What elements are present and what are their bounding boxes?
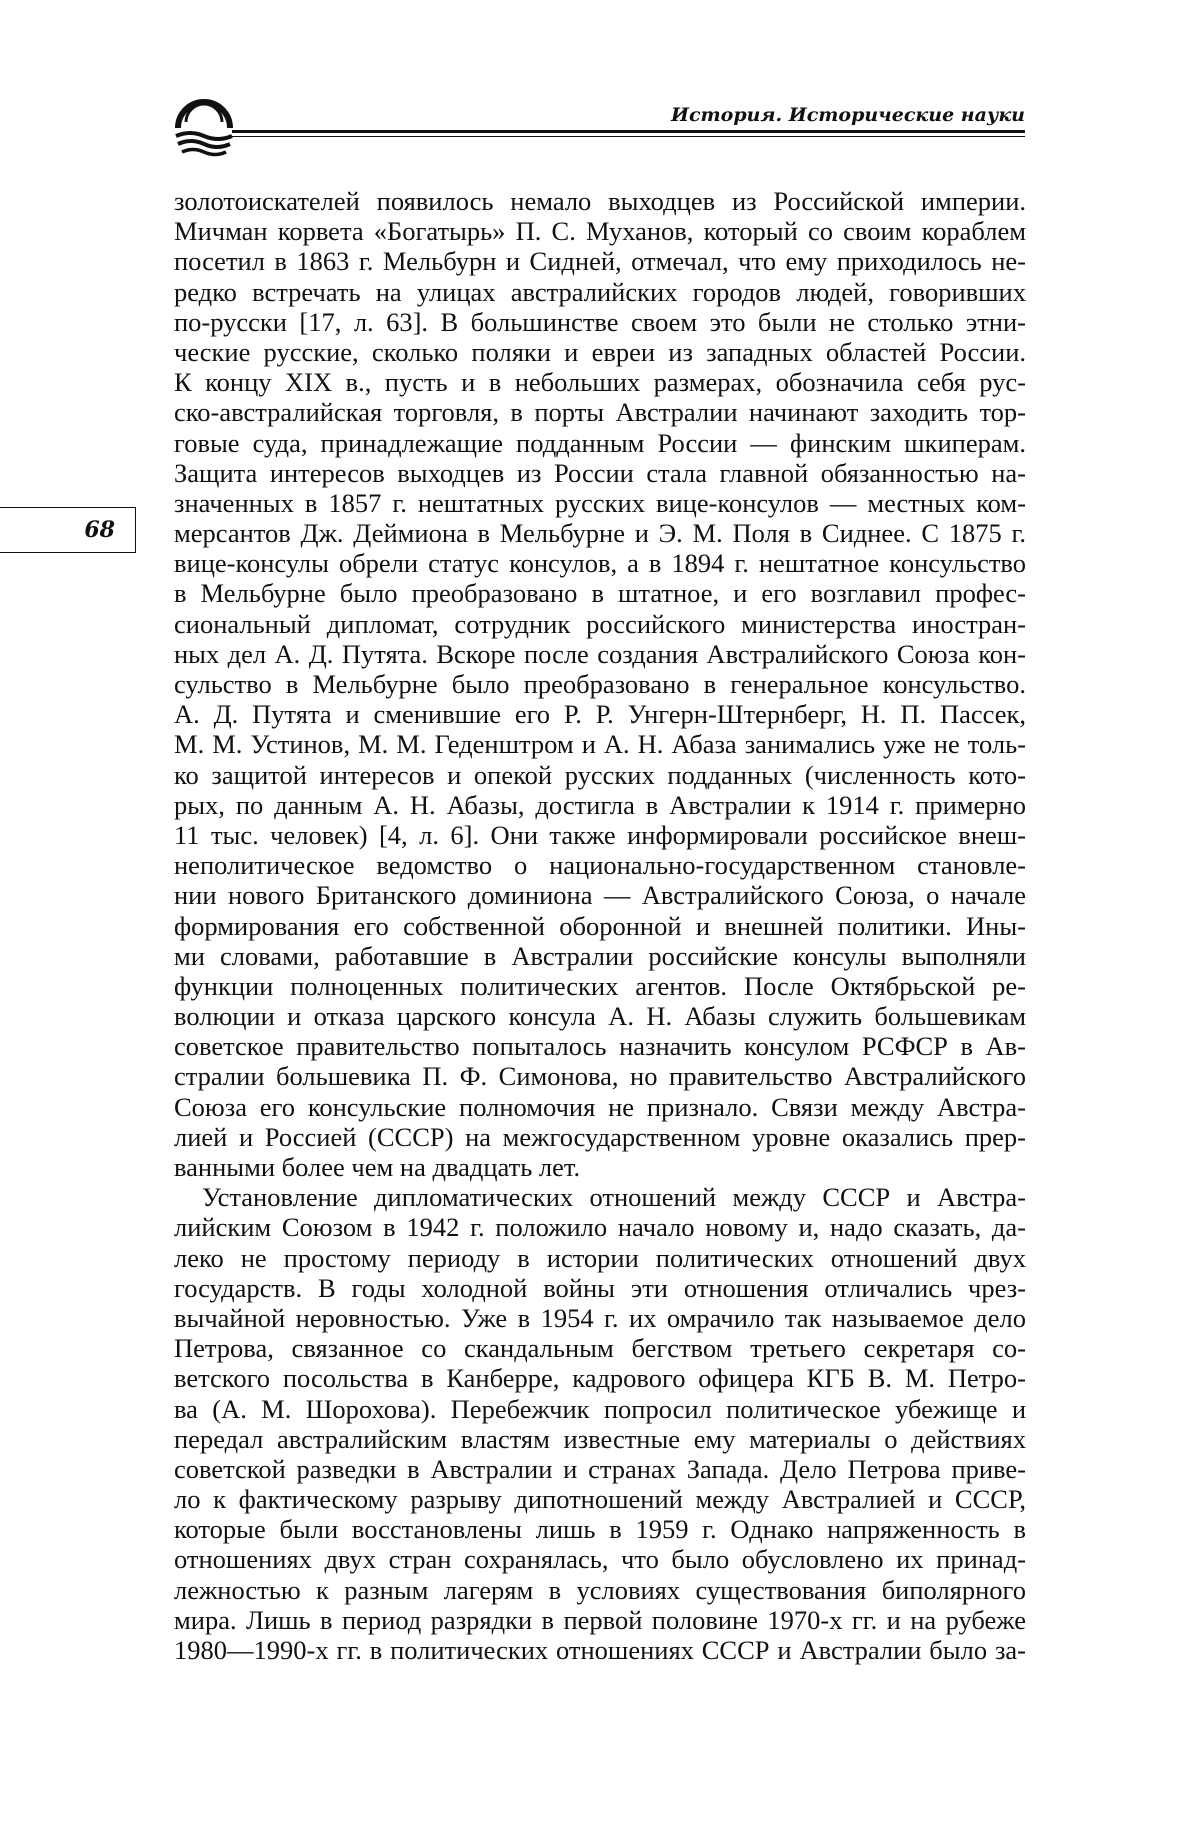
- text-line: ско-австралийская торговля, в порты Австралии начинают заходить тор-: [174, 397, 1026, 428]
- text-line: золотоискателей появилось немало выходцев из Российской империи.: [174, 186, 1026, 216]
- text-line: мира. Лишь в период разрядки в первой половине 1970-х гг. и на рубеже: [174, 1604, 1026, 1635]
- text-line: ми словами, работавшие в Австралии российские консулы выполняли: [174, 940, 1026, 971]
- text-line: посетил в 1863 г. Мельбурн и Сидней, отмечал, что ему приходилось не-: [174, 246, 1026, 277]
- text-line: лежностью к разным лагерям в условиях существования биполярного: [174, 1574, 1026, 1605]
- text-line: неполитическое ведомство о национально-государственном становле-: [174, 850, 1026, 881]
- text-line: ветского посольства в Канберре, кадрового офицера КГБ В. М. Петро-: [174, 1363, 1026, 1394]
- text-line: советской разведки в Австралии и странах Запада. Дело Петрова приве-: [174, 1453, 1026, 1484]
- text-line: ва (А. М. Шорохова). Перебежчик попросил политическое убежище и: [174, 1393, 1026, 1424]
- paragraph-2: [174, 1182, 1026, 1665]
- waves-logo-icon: [172, 98, 236, 162]
- text-line: ных дел А. Д. Путята. Вскоре после создания Австралийского Союза кон-: [174, 638, 1026, 669]
- text-line: леко не простому периоду в истории политических отношений двух: [174, 1242, 1026, 1273]
- text-line: передал австралийским властям известные ему материалы о действиях: [174, 1423, 1026, 1454]
- text-line: ванными более чем на двадцать лет.: [174, 1152, 581, 1182]
- text-line: волюции и отказа царского консула А. Н. Абазы служить большевикам: [174, 1001, 1026, 1032]
- text-line: функции полноценных политических агентов. После Октябрьской ре-: [174, 970, 1026, 1001]
- text-line: 1980—1990-х гг. в политических отношениях СССР и Австралии было за-: [174, 1635, 1026, 1665]
- text-line: по-русски [17, л. 63]. В большинстве своем это были не столько этни-: [174, 306, 1026, 337]
- text-line: ло к фактическому разрыву дипотношений между Австралией и СССР,: [174, 1484, 1026, 1515]
- text-line: ко защитой интересов и опекой русских подданных (численность кото-: [174, 759, 1026, 790]
- text-line: которые были восстановлены лишь в 1959 г. Однако напряженность в: [174, 1514, 1026, 1545]
- text-line: редко встречать на улицах австралийских городов людей, говоривших: [174, 276, 1026, 307]
- text-line: стралии большевика П. Ф. Симонова, но правительство Австралийского: [174, 1061, 1026, 1092]
- text-line: вице-консулы обрели статус консулов, а в 1894 г. нештатное консульство: [174, 548, 1026, 579]
- paragraph-1: [174, 186, 1026, 1182]
- text-line: К концу XIX в., пусть и в небольших размерах, обозначила себя рус-: [174, 367, 1026, 398]
- text-line: рых, по данным А. Н. Абазы, достигла в Австралии к 1914 г. примерно: [174, 789, 1026, 820]
- text-line: М. М. Устинов, М. М. Геденштром и А. Н. Абаза занимались уже не толь-: [174, 729, 1026, 760]
- text-line: Защита интересов выходцев из России стала главной обязанностью на-: [174, 457, 1026, 488]
- text-line: Союза его консульские полномочия не признало. Связи между Австра-: [174, 1091, 1026, 1122]
- text-line: государств. В годы холодной войны эти отношения отличались чрез-: [174, 1272, 1026, 1303]
- page-number: 68: [84, 517, 115, 543]
- text-line: Установление дипломатических отношений между СССР и Австра-: [202, 1182, 1026, 1213]
- text-line: отношениях двух стран сохранялась, что было обусловлено их принад-: [174, 1544, 1026, 1575]
- text-line: А. Д. Путята и сменившие его Р. Р. Унгерн-Штернберг, Н. П. Пассек,: [174, 699, 1026, 730]
- text-line: Мичман корвета «Богатырь» П. С. Муханов, который со своим кораблем: [174, 216, 1026, 247]
- text-line: ческие русские, сколько поляки и евреи из западных областей России.: [174, 336, 1026, 367]
- header-rule-thin: [232, 136, 1025, 137]
- text-line: лией и Россией (СССР) на межгосударственном уровне оказались прер-: [174, 1121, 1026, 1152]
- text-line: сиональный дипломат, сотрудник российского министерства иностран-: [174, 608, 1026, 639]
- text-line: Петрова, связанное со скандальным бегством третьего секретаря со-: [174, 1333, 1026, 1364]
- text-line: вычайной неровностью. Уже в 1954 г. их омрачило так называемое дело: [174, 1302, 1026, 1333]
- running-header-title: История. Исторические науки: [671, 104, 1025, 126]
- text-line: сульство в Мельбурне было преобразовано в генеральное консульство.: [174, 669, 1026, 699]
- text-line: значенных в 1857 г. нештатных русских вице-консулов — местных ком-: [174, 487, 1026, 518]
- text-line: в Мельбурне было преобразовано в штатное, и его возглавил профес-: [174, 578, 1026, 609]
- text-line: мерсантов Дж. Деймиона в Мельбурне и Э. М. Поля в Сиднее. С 1875 г.: [174, 518, 1026, 549]
- text-line: 11 тыс. человек) [4, л. 6]. Они также информировали российское внеш-: [174, 819, 1026, 850]
- header-rule-thick: [232, 130, 1025, 133]
- page-number-tab: [0, 507, 136, 553]
- text-line: советское правительство попыталось назначить консулом РСФСР в Ав-: [174, 1031, 1026, 1062]
- text-line: формирования его собственной оборонной и внешней политики. Ины-: [174, 910, 1026, 941]
- text-line: нии нового Британского доминиона — Австралийского Союза, о начале: [174, 880, 1026, 911]
- text-line: говые суда, принадлежащие подданным России — финским шкиперам.: [174, 427, 1026, 458]
- text-line: лийским Союзом в 1942 г. положило начало новому и, надо сказать, да-: [174, 1212, 1026, 1243]
- body-text: [174, 186, 1026, 1665]
